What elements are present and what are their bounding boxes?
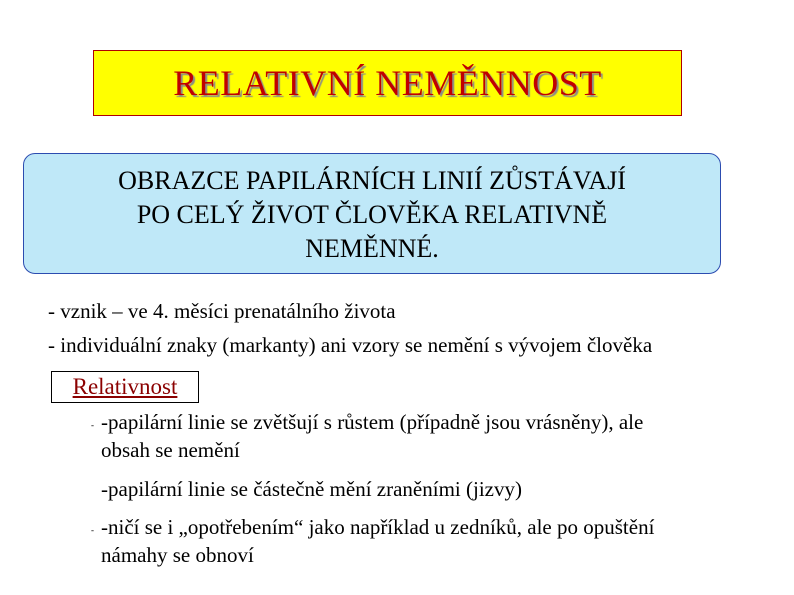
point-line: -papilární linie se zvětšují s růstem (případně jsou vrásněny), ale [101, 410, 644, 434]
point-marker: - [91, 525, 94, 535]
point-line: -papilární linie se částečně mění zraněními (jizvy) [101, 477, 522, 501]
section-heading-box [51, 371, 199, 403]
point-line: -ničí se i „opotřebením“ jako například u zedníků, ale po opuštění [101, 515, 655, 539]
point-item-injury [101, 475, 761, 503]
bullet-item-features: - individuální znaky (markanty) ani vzory se nemění s vývojem člověka [48, 333, 653, 357]
bullet-list [48, 294, 652, 362]
points-list [91, 408, 761, 580]
section-heading: Relativnost [72, 374, 178, 399]
point-marker: - [91, 420, 94, 430]
point-item-wear [91, 513, 761, 569]
point-line: obsah se nemění [101, 438, 240, 462]
bullet-item-origin: - vznik – ve 4. měsíci prenatálního života [48, 299, 396, 323]
statement-line: NEMĚNNÉ. [305, 234, 439, 263]
statement-line: PO CELÝ ŽIVOT ČLOVĚKA RELATIVNĚ [136, 200, 608, 229]
point-line: námahy se obnoví [101, 543, 254, 567]
statement-box [23, 153, 721, 274]
point-item-growth [91, 408, 761, 464]
title-banner [93, 50, 682, 116]
statement-line: OBRAZCE PAPILÁRNÍCH LINIÍ ZŮSTÁVAJÍ [118, 166, 626, 195]
slide-title: RELATIVNÍ NEMĚNNOST [173, 63, 602, 103]
